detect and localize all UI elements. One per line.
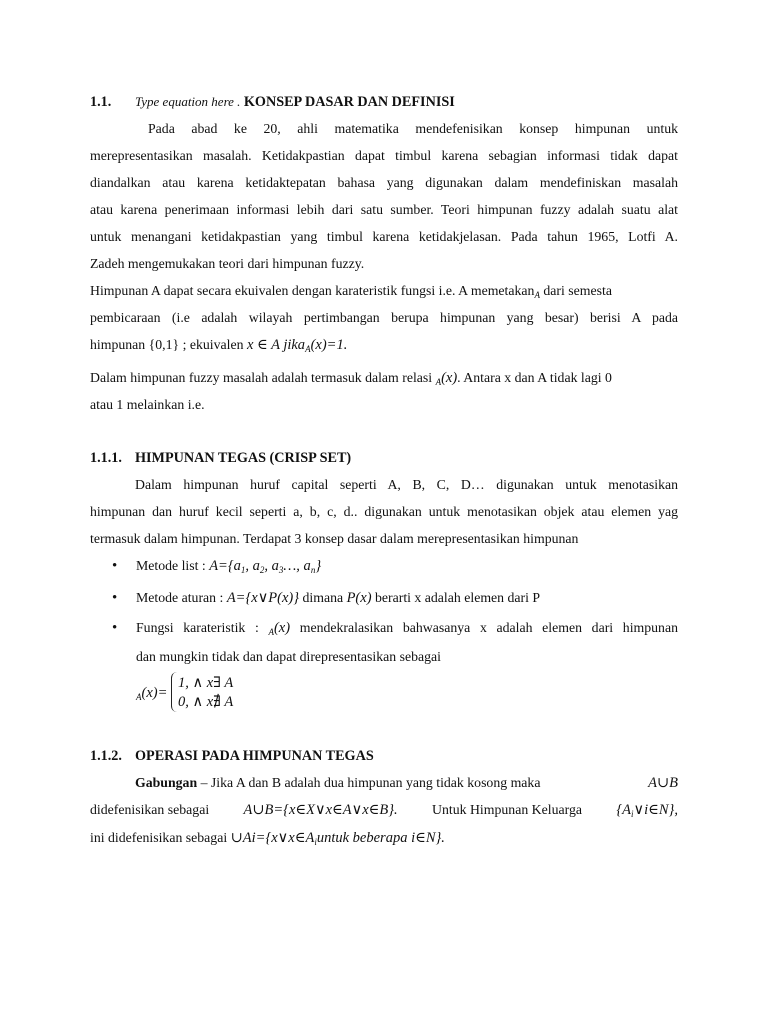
subscript: 1 [240, 565, 246, 575]
math-expression: A={a [209, 558, 241, 574]
section-number: 1.1.2. [90, 748, 122, 764]
math-expression: ∨i∈N}, [633, 802, 678, 818]
text-run: didefenisikan sebagai [90, 802, 210, 817]
subscript: A [435, 377, 442, 387]
formula-case: 0, ∧ x∄ A [178, 694, 234, 710]
paragraph-line: Dalam himpunan huruf capital seperti A, B, C, D… digunakan untuk menotasikan [135, 477, 678, 492]
text-run: Dalam himpunan fuzzy masalah adalah termasuk dalam relasi [90, 370, 433, 385]
paragraph-line [90, 369, 612, 391]
paragraph-line: himpunan dan huruf kecil seperti a, b, c, d.. digunakan untuk menotasikan objek atau elemen yag [90, 504, 678, 519]
text-run [135, 774, 540, 792]
paragraph-line: merepresentasikan masalah. Ketidakpastian dapat timbul karena sebagian informasi tidak dapat [90, 148, 678, 163]
paragraph-line [90, 801, 678, 823]
math-expression: , a [245, 558, 260, 574]
paragraph-line: atau karena penerimaan informasi lebih dari satu sumber. Teori himpunan fuzzy adalah suatu alat [90, 202, 678, 217]
section-heading-1-1-title [135, 93, 455, 111]
math-expression: x ∈ A jika [246, 337, 306, 353]
section-heading-1-1 [90, 93, 111, 111]
paragraph-line [90, 336, 347, 358]
paragraph-line [90, 829, 445, 851]
list-item-content [136, 557, 321, 579]
text-run: . Antara x dan A tidak lagi 0 [457, 370, 612, 385]
list-item-continuation: dan mungkin tidak dan dapat direpresentasikan sebagai [136, 649, 441, 664]
text-run: mendekralasikan bahwasanya x adalah elemen dari himpunan [299, 620, 678, 635]
bullet-icon: • [112, 620, 118, 636]
paragraph-line: untuk menangani ketidakpastian yang timbul karena ketidakjelasan. Pada tahun 1965, Lotfi A. [90, 229, 678, 244]
math-expression: untuk beberapa i∈N}. [316, 830, 445, 846]
math-expression: (x)=1. [310, 337, 348, 353]
bullet-icon: • [112, 558, 118, 574]
math-expression: } [315, 558, 322, 574]
section-title: HIMPUNAN TEGAS (CRISP SET) [135, 450, 352, 466]
subscript: A [268, 627, 274, 637]
formula-case: 1, ∧ x∃ A [178, 675, 234, 691]
math-expression: (x)= [141, 685, 168, 701]
section-number: 1.1. [90, 94, 112, 110]
list-item-content [136, 589, 540, 607]
math-expression: (x) [441, 370, 458, 386]
bold-term: Gabungan [135, 775, 198, 790]
text-run: dimana [302, 590, 344, 605]
math-expression: …, a [283, 558, 311, 574]
math-expression: P(x) [346, 590, 372, 606]
subscript: 2 [259, 565, 265, 575]
section-title: OPERASI PADA HIMPUNAN TEGAS [135, 748, 374, 764]
formula-brace [171, 672, 178, 712]
text-run: himpunan {0,1} ; ekuivalen [90, 337, 244, 352]
text-run: Metode aturan : [136, 590, 224, 605]
math-expression: A∪B [648, 775, 678, 791]
list-item-content [136, 619, 678, 641]
paragraph-line: Zadeh mengemukakan teori dari himpunan fuzzy. [90, 256, 365, 271]
subscript: A [136, 692, 142, 702]
text-run: berarti x adalah elemen dari P [374, 590, 541, 605]
subscript: A [534, 290, 540, 300]
math-expression: A={x∨P(x)} [226, 590, 300, 606]
text-run: dari semesta [543, 283, 612, 298]
subscript: i [314, 837, 317, 847]
section-number: 1.1.1. [90, 450, 122, 466]
math-expression: , a [264, 558, 279, 574]
text-run: – Jika A dan B adalah dua himpunan yang tidak kosong maka [200, 775, 541, 790]
text-run: Metode list : [136, 558, 206, 573]
math-expression: A∪B={x∈X∨x∈A∨x∈B}. [243, 802, 398, 818]
math-expression: (x) [273, 620, 291, 636]
formula-lhs [136, 684, 167, 706]
paragraph-line: diandalkan atau karena ketidaktepatan bahasa yang digunakan dalam mendefiniskan masalah [90, 175, 678, 190]
text-run: Fungsi karateristik : [136, 620, 259, 635]
text-run: Untuk Himpunan Keluarga [432, 802, 582, 817]
subscript: A [305, 344, 311, 354]
math-expression: {A [616, 802, 631, 818]
subscript: 3 [278, 565, 284, 575]
subscript: i [630, 809, 634, 819]
paragraph-line: atau 1 melainkan i.e. [90, 397, 205, 412]
paragraph-line: Pada abad ke 20, ahli matematika mendefenisikan konsep himpunan untuk [148, 121, 678, 136]
paragraph-line: pembicaraan (i.e adalah wilayah pertimbangan berupa himpunan yang besar) berisi A pada [90, 310, 678, 325]
text-run: ini didefenisikan sebagai [90, 830, 228, 845]
text-run: Himpunan A dapat secara ekuivalen dengan karateristik fungsi i.e. A memetakan [90, 283, 535, 298]
paragraph-line [135, 774, 678, 792]
equation-placeholder[interactable]: Type equation here . [135, 94, 241, 109]
paragraph-line: termasuk dalam himpunan. Terdapat 3 konsep dasar dalam merepresentasikan himpunan [90, 531, 579, 546]
bullet-icon: • [112, 590, 118, 606]
paragraph-line [90, 282, 612, 304]
subscript: n [310, 565, 316, 575]
math-expression: ∪Ai={x∨x∈A [230, 830, 315, 846]
section-title: KONSEP DASAR DAN DEFINISI [243, 94, 455, 110]
